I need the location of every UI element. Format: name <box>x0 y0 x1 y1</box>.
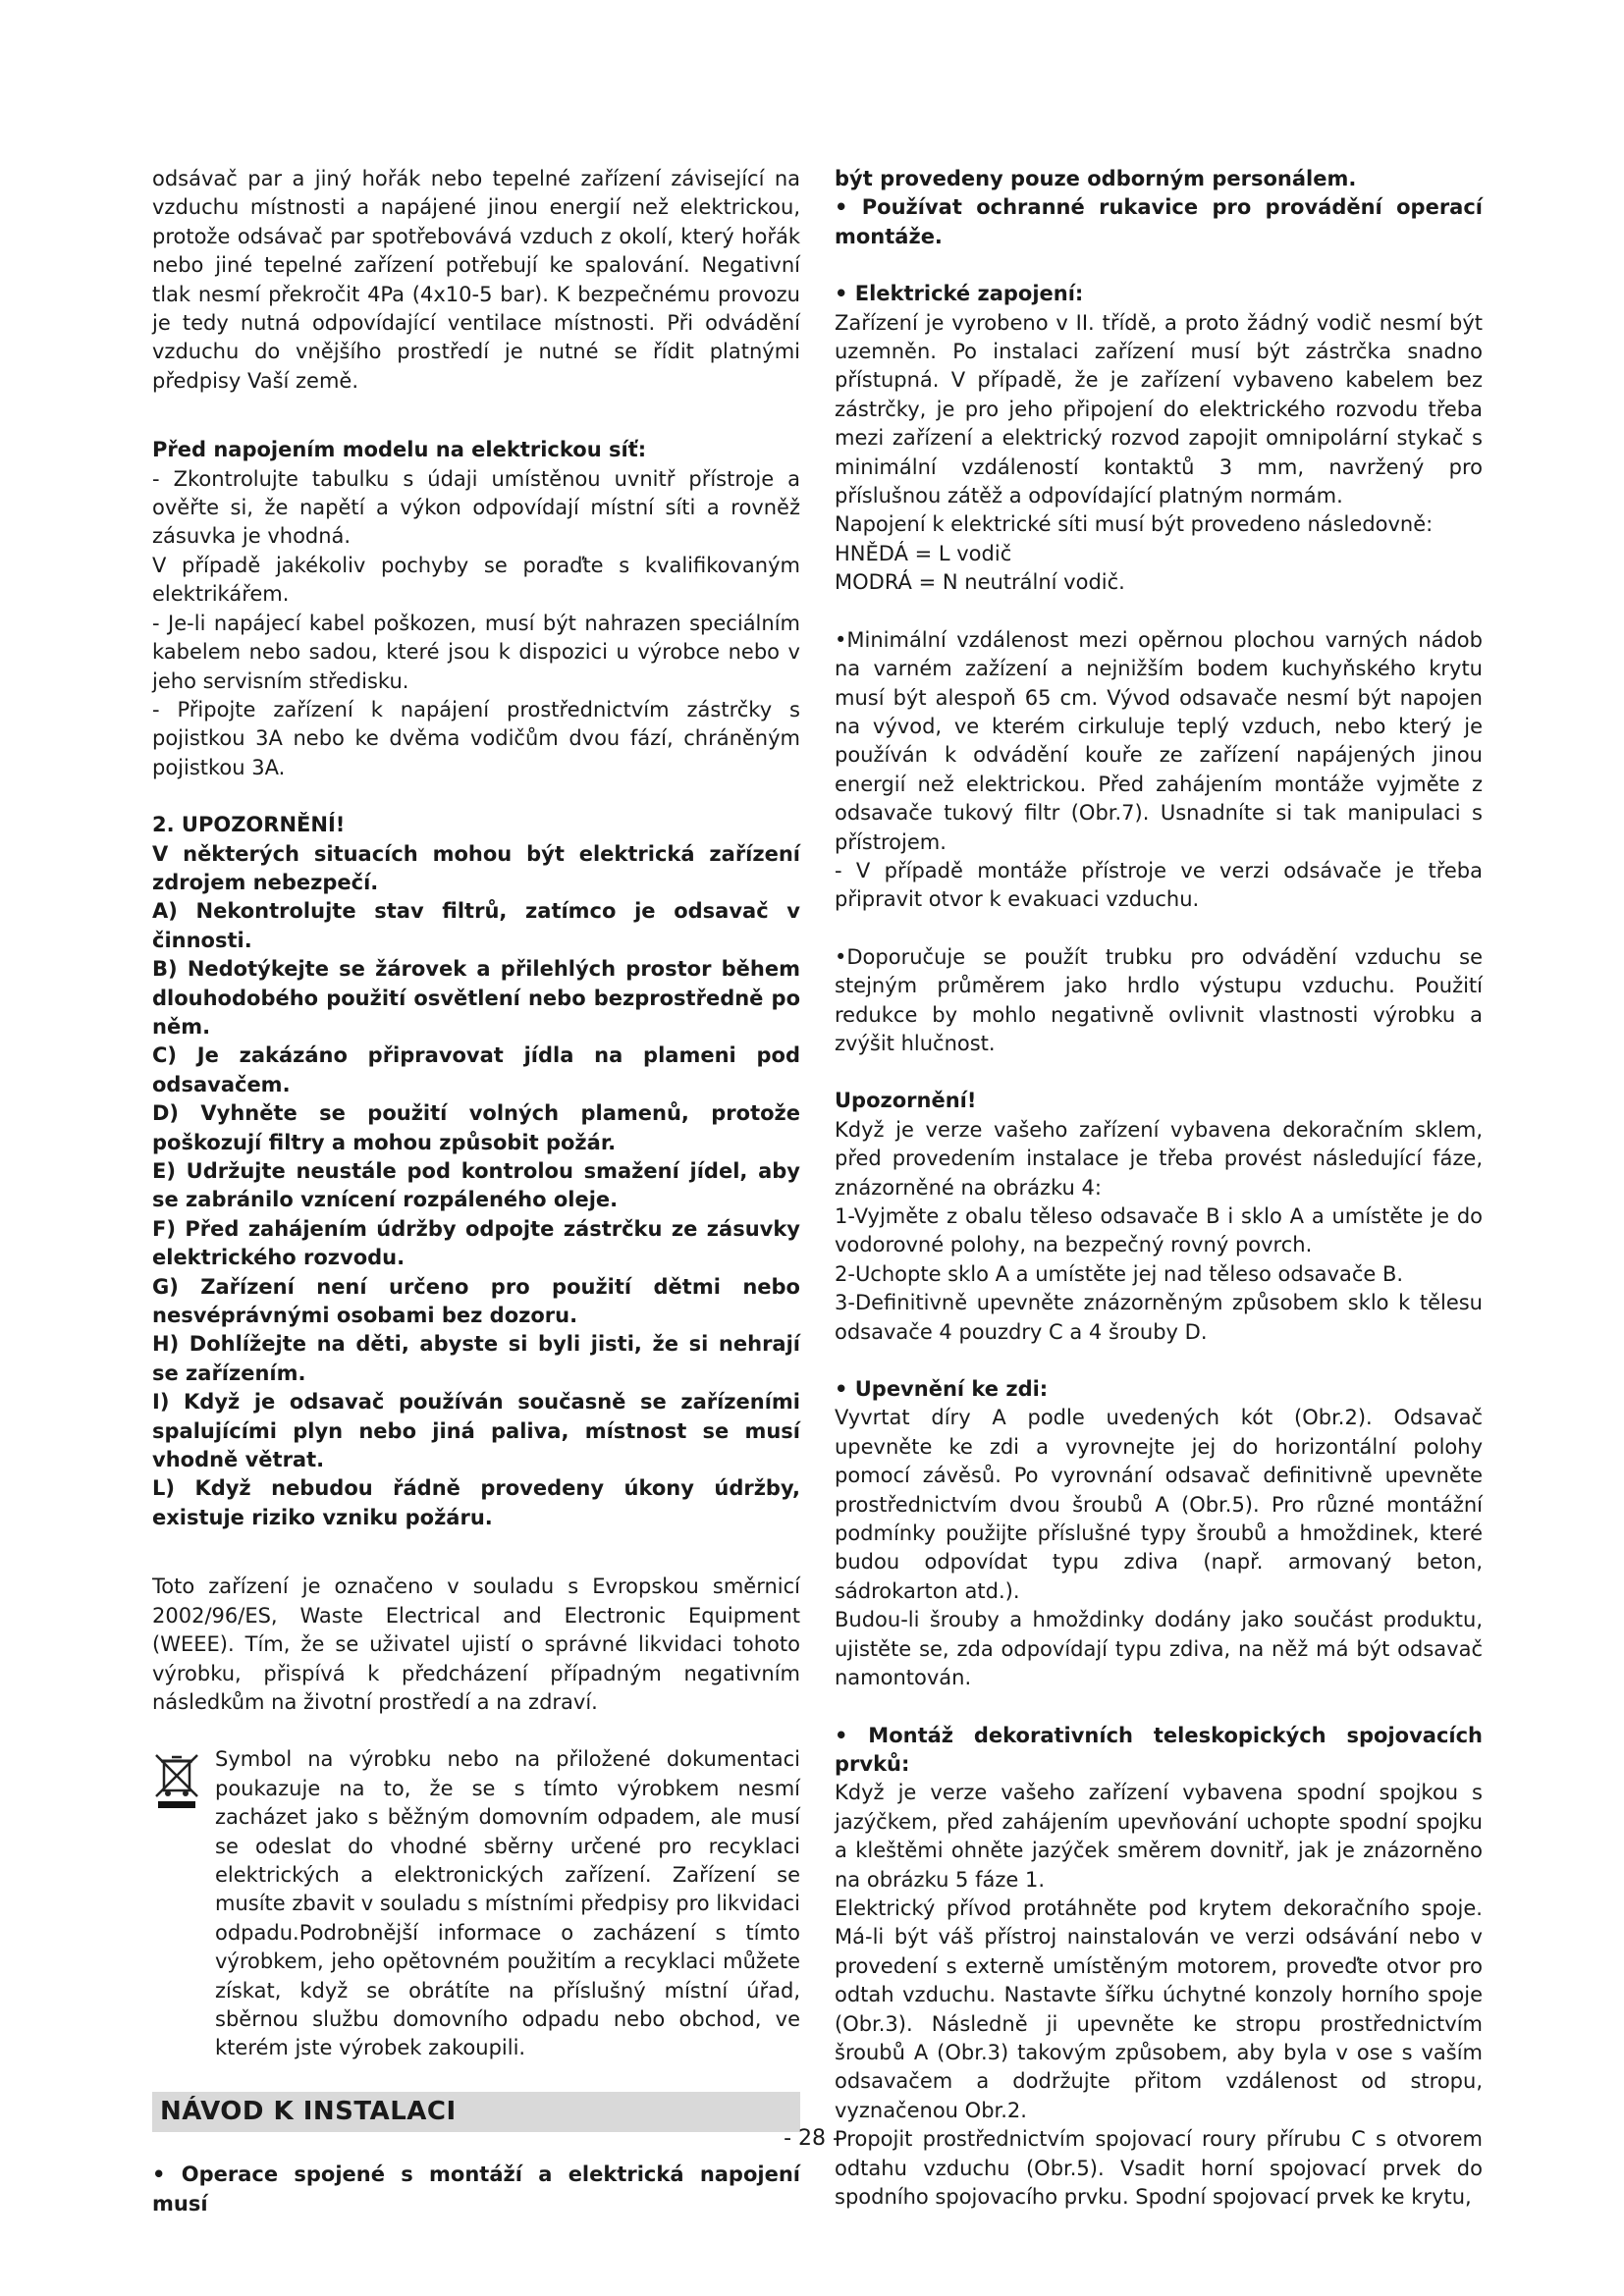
weee-symbol-block <box>152 1745 800 2062</box>
warning-item-l: L) Když nebudou řádně provedeny úkony údržby, existuje riziko vzniku požáru. <box>152 1476 800 1529</box>
qualified-staff-line: být provedeny pouze odborným personálem. <box>835 167 1357 190</box>
intro-paragraph: odsávač par a jiný hořák nebo tepelné zařízení závisející na vzduchu místnosti a napájené jinou energií než elektrickou, protože odsávač par spotřebovává vzduch z okolí, který hořák nebo jiné tepelné zařízení potřebují ke spalování. Negativní tlak nesmí překročit 4Pa (4x10-5 bar). K bezpečnému provozu je tedy nutná odpovídající ventilace místnosti. Při odvádění vzduchu do vnějšího prostředí je nutné se řídit platnými předpisy Vaší země. <box>152 167 800 393</box>
check-paragraph: - Zkontrolujte tabulku s údaji umístěnou uvnitř přístroje a ověřte si, že napětí a výkon odpovídají místní síti a rovněž zásuvka je vhodná. <box>152 466 800 549</box>
brown-wire-line: HNĚDÁ = L vodič <box>835 541 1012 565</box>
wall-mounting-paragraph: Vyvrtat díry A podle uvedených kót (Obr.2). Odsavač upevněte ke zdi a vyrovnejte jej do horizontální polohy pomocí závěsů. Po vyrovnání odsavač definitivně upevněte prostřednictvím dvou šroubů A (Obr.5). Pro různé montážní podmínky použijte příslušné typy šroubů a hmoždinek, které budou odpovídat typu zdiva (např. armovaný beton, sádrokarton atd.). <box>835 1406 1483 1603</box>
pipe-paragraph: •Doporučuje se použít trubku pro odvádění vzduchu se stejným průměrem jako hrdlo výstupu vzduchu. Použití redukce by mohlo negativně ovlivnit vlastnosti výrobku a zvýšit hlučnost. <box>835 944 1483 1055</box>
step-1: 1-Vyjměte z obalu těleso odsavače B i sklo A a umístěte je do vodorovné polohy, na bezpečný rovný povrch. <box>835 1204 1483 1257</box>
before-connection-heading: Před napojením modelu na elektrickou síť: <box>152 438 647 462</box>
right-column <box>835 165 1483 2212</box>
operations-bullet: • Operace spojené s montáží a elektrická napojení musí <box>152 2163 800 2216</box>
electric-heading: • Elektrické zapojení: <box>835 282 1084 306</box>
crossed-out-wheelie-bin-icon <box>152 1745 215 2062</box>
doubt-paragraph: V případě jakékoliv pochyby se poraďte s kvalifikovaným elektrikářem. <box>152 553 800 607</box>
wall-mounting-heading: • Upevnění ke zdi: <box>835 1377 1049 1402</box>
page-number: - 28 - <box>784 2126 840 2151</box>
warning-heading: 2. UPOZORNĚNÍ! <box>152 813 346 837</box>
warning-item-i: I) Když je odsavač používán současně se zařízeními spalujícími plyn nebo jiná paliva, místnost se musí vhodně větrat. <box>152 1390 800 1472</box>
glass-paragraph: Když je verze vašeho zařízení vybavena dekoračním sklem, před provedením instalace je třeba provést následující fáze, znázorněné na obrázku 4: <box>835 1117 1483 1200</box>
left-column <box>152 165 800 2218</box>
warning-intro: V některých situacích mohou být elektrická zařízení zdrojem nebezpečí. <box>152 841 800 894</box>
warning-item-a: A) Nekontrolujte stav filtrů, zatímco je odsavač v činnosti. <box>152 899 800 952</box>
step-3: 3-Definitivně upevněte znázorněným způsobem sklo k tělesu odsavače 4 pouzdry C a 4 šrouby D. <box>835 1291 1483 1344</box>
distance-paragraph: •Minimální vzdálenost mezi opěrnou plochou varných nádob na varném zažízení a nejnižším bodem kuchyňského krytu musí být alespoň 65 cm. Vývod odsavače nesmí být napojen na vývod, ve kterém cirkuluje teplý vzduch, nebo který je používán k odvádění kouře ze zařízení napájených jinou energií než elektrickou. Před zahájením montáže vyjměte z odsavače tukový filtr (Obr.7). Usnadníte si tak manipulaci s přístrojem. <box>835 627 1483 854</box>
supply-paragraph: Elektrický přívod protáhněte pod krytem dekoračního spoje. Má-li být váš přístroj nainstalován ve verzi odsávání nebo v provedení s externě umístěným motorem, proveďte otvor pro odtah vzduchu. Nastavte šířku úchytné konzoly horního spoje (Obr.3). Následně ji upevněte ke stropu prostřednictvím šroubů A (Obr.3) takovým způsobem, aby byla v ose s vaším odsavačem a dodržujte přitom vzdálenost od stropu, vyznačenou Obr.2. <box>835 1896 1483 2122</box>
telescopic-heading: • Montáž dekorativních teleskopických spojovacích prvků: <box>835 1723 1483 1776</box>
plug-paragraph: - Připojte zařízení k napájení prostřednictvím zástrčky s pojistkou 3A nebo ke dvěma vodičům dvou fází, chráněným pojistkou 3A. <box>152 697 800 779</box>
warning-item-g: G) Zařízení není určeno pro použití dětmi nebo nesvéprávnými osobami bez dozoru. <box>152 1274 800 1328</box>
warning-item-f: F) Před zahájením údržby odpojte zástrčku ze zásuvky elektrického rozvodu. <box>152 1216 800 1270</box>
telescopic-paragraph: Když je verze vašeho zařízení vybavena spodní spojkou s jazýčkem, před zahájením upevňování uchopte spodní spojku a kleštěmi ohněte jazýček směrem dovnitř, jak je znázorněno na obrázku 5 fáze 1. <box>835 1781 1483 1892</box>
warning-item-e: E) Udržujte neustále pod kontrolou smažení jídel, aby se zabránilo vznícení rozpáleného oleje. <box>152 1159 800 1212</box>
flange-paragraph: Propojit prostřednictvím spojovací roury přírubu C s otvorem odtahu vzduchu (Obr.5). Vsadit horní spojovací prvek do spodního spojovacího prvku. Spodní spojovací prvek ke krytu, <box>835 2127 1483 2209</box>
blue-wire-line: MODRÁ = N neutrální vodič. <box>835 570 1125 595</box>
installation-section-heading: NÁVOD K INSTALACI <box>152 2092 800 2132</box>
screws-paragraph: Budou-li šrouby a hmoždinky dodány jako součást produktu, ujistěte se, zda odpovídají typu zdiva, na něž má být odsavač namontován. <box>835 1608 1483 1690</box>
electric-paragraph: Zařízení je vyrobeno v II. třídě, a proto žádný vodič nesmí být uzemněn. Po instalaci zařízení musí být zástrčka snadno přístupná. V případě, že je zařízení vybaveno kabelem bez zástrčky, je pro jeho připojení do elektrického rozvodu třeba mezi zařízení a elektrický rozvod zapojit omnipolární stykač s minimální vzdáleností kontaktů 3 mm, navržený pro příslušnou zátěž a odpovídající platným normám. <box>835 310 1483 508</box>
warning-item-b: B) Nedotýkejte se žárovek a přilehlých prostor během dlouhodobého použití osvětlení nebo bezprostředně po něm. <box>152 957 800 1039</box>
warning-item-c: C) Je zakázáno připravovat jídla na plameni pod odsavačem. <box>152 1043 800 1096</box>
step-2: 2-Uchopte sklo A a umístěte jej nad těleso odsavače B. <box>835 1261 1404 1286</box>
gloves-bullet: • Používat ochranné rukavice pro provádění operací montáže. <box>835 195 1483 248</box>
connection-paragraph: Napojení k elektrické síti musí být provedeno následovně: <box>835 512 1434 537</box>
warning-item-d: D) Vyhněte se použití volných plamenů, protože poškozují filtry a mohou způsobit požár. <box>152 1101 800 1154</box>
weee-paragraph: Toto zařízení je označeno v souladu s Evropskou směrnicí 2002/96/ES, Waste Electrical and Electronic Equipment (WEEE). Tím, že se uživatel ujistí o správné likvidaci tohoto výrobku, přispívá k předcházení případným negativním následkům na životní prostředí a na zdraví. <box>152 1575 800 1714</box>
symbol-paragraph: Symbol na výrobku nebo na přiložené dokumentaci poukazuje na to, že se s tímto výrobkem nesmí zacházet jako s běžným domovním odpadem, ale musí se odeslat do vhodné sběrny určené pro recyklaci elektrických a elektronických zařízení. Zařízení se musíte zbavit v souladu s místními předpisy pro likvidaci odpadu.Podrobnější informace o zacházení s tímto výrobkem, jeho opětovném použitím a recyklaci můžete získat, když se obrátíte na příslušný místní úřad, sběrnou službu domovního odpadu nebo obchod, ve kterém jste výrobek zakoupili. <box>215 1747 800 2060</box>
cable-paragraph: - Je-li napájecí kabel poškozen, musí být nahrazen speciálním kabelem nebo sadou, které jsou k dispozici u výrobce nebo v jeho servisním středisku. <box>152 611 800 693</box>
attention-heading: Upozornění! <box>835 1089 977 1113</box>
warning-item-h: H) Dohlížejte na děti, abyste si byli jisti, že si nehrají se zařízením. <box>152 1332 800 1385</box>
version-paragraph: - V případě montáže přístroje ve verzi odsávače je třeba připravit otvor k evakuaci vzduchu. <box>835 858 1483 912</box>
